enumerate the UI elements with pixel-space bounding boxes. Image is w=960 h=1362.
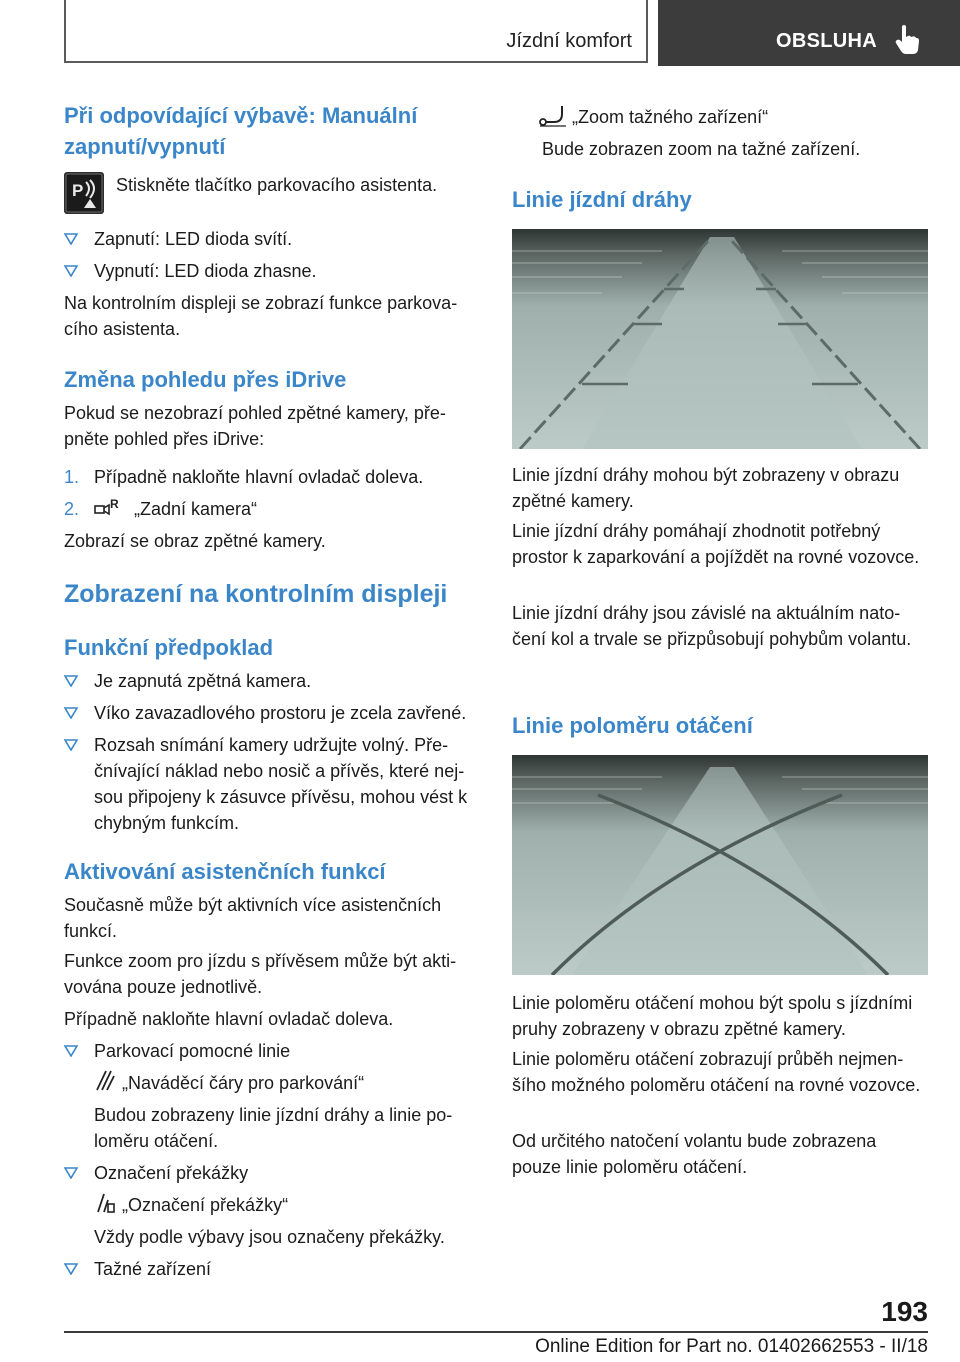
heading-lane-lines: Linie jízdní dráhy bbox=[512, 187, 692, 212]
lane-lines-illustration bbox=[512, 229, 928, 449]
header-section-box bbox=[64, 0, 648, 63]
tow-zoom-desc: Bude zobrazen zoom na tažné zařízení. bbox=[542, 139, 861, 159]
heading-manual-onoff: Při odpovídající výbavě: Manuální zapnutí/vypnutí bbox=[64, 103, 418, 159]
guide-lines-desc: Budou zobrazeny linie jízdní dráhy a linie poloměru otáčení. bbox=[94, 1105, 453, 1151]
triangle-bullet-icon bbox=[64, 233, 78, 245]
svg-text:P: P bbox=[72, 181, 84, 200]
lanes-text-1: Linie jízdní dráhy mohou být zobrazeny v obrazu zpětné kamery. bbox=[512, 465, 900, 511]
heading-activate-assist: Aktivování asistenčních funkcí bbox=[64, 859, 386, 884]
triangle-bullet-icon bbox=[64, 739, 78, 751]
triangle-bullet-icon bbox=[64, 675, 78, 687]
lane-lines-image bbox=[512, 229, 928, 449]
heading-control-display: Zobrazení na kontrolním displeji bbox=[64, 580, 448, 608]
display-info-text: Na kontrolním displeji se zobrazí funkce parkovacího asistenta. bbox=[64, 293, 458, 339]
hand-pointer-icon bbox=[894, 24, 920, 56]
turning-radius-image bbox=[512, 755, 928, 975]
triangle-bullet-icon bbox=[64, 707, 78, 719]
heading-change-view-idrive: Změna pohledu přes iDrive bbox=[64, 367, 347, 392]
triangle-bullet-icon bbox=[64, 265, 78, 277]
tow-hitch-zoom-icon bbox=[538, 104, 568, 128]
radius-text-2: Linie poloměru otáčení zobrazují průběh nejmenšího možného poloměru otáčení na rovné vozovce. bbox=[512, 1049, 921, 1095]
tow-zoom-label: „Zoom tažného zařízení“ bbox=[572, 107, 769, 127]
page-header bbox=[0, 0, 960, 66]
obstacle-label: „Označení překážky“ bbox=[122, 1195, 289, 1215]
triangle-bullet-icon bbox=[64, 1167, 78, 1179]
park-assist-button-icon bbox=[64, 172, 104, 214]
press-button-text: Stiskněte tlačítko parkovacího asistenta. bbox=[116, 175, 438, 195]
header-chapter-tab bbox=[658, 0, 960, 66]
obstacle-desc: Vždy podle výbavy jsou označeny překážky. bbox=[94, 1227, 445, 1247]
guide-lines-label: „Naváděcí čáry pro parkování“ bbox=[122, 1073, 365, 1093]
activate-text-3: Případně nakloňte hlavní ovladač doleva. bbox=[64, 1009, 394, 1029]
triangle-bullet-icon bbox=[64, 1263, 78, 1275]
rear-camera-icon bbox=[94, 496, 122, 520]
radius-text-3: Od určitého natočení volantu bude zobrazena pouze linie poloměru otáčení. bbox=[512, 1131, 877, 1177]
heading-prerequisite: Funkční předpoklad bbox=[64, 635, 274, 660]
activate-text-1: Současně může být aktivních více asistenčních funkcí. bbox=[64, 895, 442, 941]
radius-text-1: Linie poloměru otáčení mohou být spolu s jízdními pruhy zobrazeny v obrazu zpětné kamery. bbox=[512, 993, 913, 1039]
edition-text: Online Edition for Part no. 01402662553 - II/18 bbox=[535, 1336, 928, 1357]
footer-divider bbox=[64, 1331, 928, 1333]
parking-guide-lines-icon bbox=[94, 1068, 116, 1092]
activate-text-2: Funkce zoom pro jízdu s přívěsem může být aktivována pouze jednotlivě. bbox=[64, 951, 457, 997]
result-text: Zobrazí se obraz zpětné kamery. bbox=[64, 531, 326, 551]
turning-radius-illustration bbox=[512, 755, 928, 975]
header-chapter-label: OBSLUHA bbox=[776, 30, 877, 52]
lanes-text-3: Linie jízdní dráhy jsou závislé na aktuálním natočení kol a trvale se přizpůsobují pohybům volantu. bbox=[512, 603, 912, 649]
triangle-bullet-icon bbox=[64, 1045, 78, 1057]
svg-text:R: R bbox=[110, 497, 119, 511]
header-section-title: Jízdní komfort bbox=[506, 30, 632, 52]
page-number: 193 bbox=[881, 1296, 928, 1327]
obstacle-marking-icon bbox=[94, 1190, 116, 1214]
heading-turning-radius: Linie poloměru otáčení bbox=[512, 713, 753, 738]
idrive-intro-text: Pokud se nezobrazí pohled zpětné kamery, přepněte pohled přes iDrive: bbox=[64, 403, 446, 449]
lanes-text-2: Linie jízdní dráhy pomáhají zhodnotit potřebný prostor k zaparkování a pojíždět na rovné vozovce. bbox=[512, 521, 920, 567]
